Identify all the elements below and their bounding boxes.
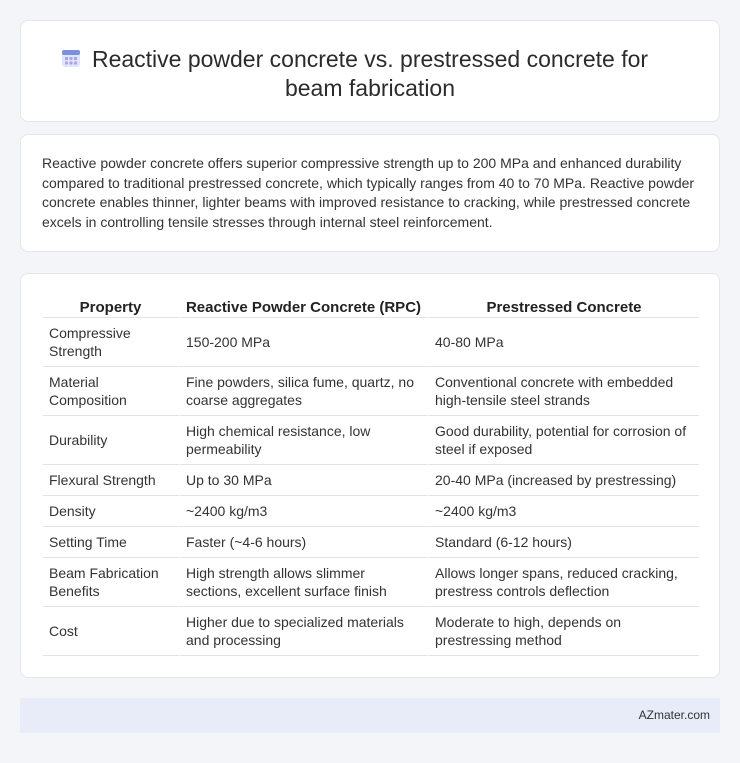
table-row (43, 558, 699, 607)
comparison-table-card (20, 273, 720, 678)
title-line-2: beam fabrication (284, 75, 456, 101)
row-property: Density (43, 496, 180, 527)
footer-bar (20, 698, 720, 733)
table-row (43, 416, 699, 465)
row-property: Setting Time (43, 527, 180, 558)
row-property: Flexural Strength (43, 465, 180, 496)
row-rpc-value: Up to 30 MPa (180, 465, 429, 496)
title-card (20, 20, 720, 122)
table-row (43, 607, 699, 656)
row-property: Cost (43, 607, 180, 656)
row-prestressed-value: Allows longer spans, reduced cracking, prestress controls deflection (429, 558, 699, 607)
row-rpc-value: Fine powders, silica fume, quartz, no coarse aggregates (180, 367, 429, 416)
row-rpc-value: High chemical resistance, low permeability (180, 416, 429, 465)
title-line-1: Reactive powder concrete vs. prestressed concrete for (91, 46, 649, 72)
row-rpc-value: High strength allows slimmer sections, excellent surface finish (180, 558, 429, 607)
table-row (43, 496, 699, 527)
summary-text: Reactive powder concrete offers superior compressive strength up to 200 MPa and enhanced durability compared to traditional prestressed concrete, which typically ranges from 40 to 70 MPa. Reactive powder concrete enables thinner, lighter beams with improved resistance to cracking, while prestressed concrete excels in controlling tensile stresses through internal steel reinforcement. (42, 155, 695, 230)
row-rpc-value: 150-200 MPa (180, 318, 429, 367)
comparison-table (43, 294, 699, 656)
table-row (43, 318, 699, 367)
row-prestressed-value: Good durability, potential for corrosion of steel if exposed (429, 416, 699, 465)
row-prestressed-value: 20-40 MPa (increased by prestressing) (429, 465, 699, 496)
summary-card (20, 134, 720, 252)
row-prestressed-value: Moderate to high, depends on prestressing method (429, 607, 699, 656)
row-rpc-value: ~2400 kg/m3 (180, 496, 429, 527)
row-property: Material Composition (43, 367, 180, 416)
row-prestressed-value: Conventional concrete with embedded high-tensile steel strands (429, 367, 699, 416)
header-rpc: Reactive Powder Concrete (RPC) (180, 294, 429, 318)
row-property: Beam Fabrication Benefits (43, 558, 180, 607)
header-prestressed: Prestressed Concrete (429, 294, 699, 318)
row-rpc-value: Faster (~4-6 hours) (180, 527, 429, 558)
row-property: Compressive Strength (43, 318, 180, 367)
page-title (21, 45, 719, 103)
table-header-row (43, 294, 699, 318)
row-property: Durability (43, 416, 180, 465)
footer-brand-link[interactable]: AZmater.com (638, 708, 710, 722)
table-row (43, 367, 699, 416)
table-row (43, 465, 699, 496)
header-property: Property (43, 294, 180, 318)
row-prestressed-value: Standard (6-12 hours) (429, 527, 699, 558)
row-prestressed-value: ~2400 kg/m3 (429, 496, 699, 527)
row-rpc-value: Higher due to specialized materials and processing (180, 607, 429, 656)
table-row (43, 527, 699, 558)
row-prestressed-value: 40-80 MPa (429, 318, 699, 367)
